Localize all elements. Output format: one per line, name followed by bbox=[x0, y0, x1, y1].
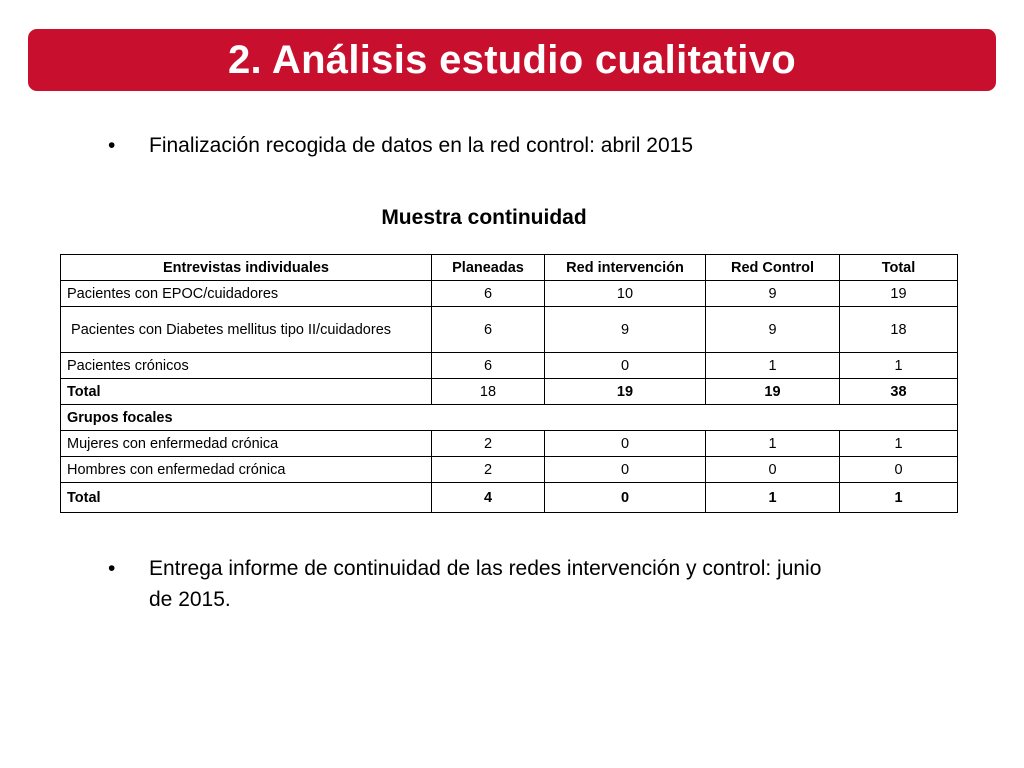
table-caption: Muestra continuidad bbox=[381, 206, 587, 229]
table-total-row bbox=[61, 483, 958, 513]
row-label: Total bbox=[61, 483, 432, 513]
cell-value: 18 bbox=[840, 307, 958, 353]
cell-value: 1 bbox=[706, 483, 840, 513]
row-label: Hombres con enfermedad crónica bbox=[61, 457, 432, 483]
section-header: Grupos focales bbox=[61, 405, 958, 431]
cell-value: 18 bbox=[432, 379, 545, 405]
title-bar bbox=[28, 29, 996, 91]
cell-value: 1 bbox=[840, 483, 958, 513]
column-header: Red Control bbox=[706, 255, 840, 281]
table-row bbox=[61, 457, 958, 483]
cell-value: 9 bbox=[545, 307, 706, 353]
cell-value: 2 bbox=[432, 431, 545, 457]
continuity-sample-table bbox=[60, 254, 958, 513]
cell-value: 0 bbox=[840, 457, 958, 483]
cell-value: 0 bbox=[545, 353, 706, 379]
cell-value: 1 bbox=[840, 431, 958, 457]
column-header: Total bbox=[840, 255, 958, 281]
page-title: 2. Análisis estudio cualitativo bbox=[228, 37, 796, 82]
row-label: Pacientes crónicos bbox=[61, 353, 432, 379]
bullet-text: Entrega informe de continuidad de las redes intervención y control: junio de 2015. bbox=[149, 557, 822, 611]
bullet-text: Finalización recogida de datos en la red control: abril 2015 bbox=[149, 134, 694, 157]
row-label: Pacientes con Diabetes mellitus tipo II/cuidadores bbox=[61, 307, 432, 353]
cell-value: 4 bbox=[432, 483, 545, 513]
cell-value: 9 bbox=[706, 307, 840, 353]
column-header: Red intervención bbox=[545, 255, 706, 281]
cell-value: 6 bbox=[432, 307, 545, 353]
cell-value: 0 bbox=[545, 431, 706, 457]
cell-value: 6 bbox=[432, 281, 545, 307]
cell-value: 38 bbox=[840, 379, 958, 405]
table-row bbox=[61, 307, 958, 353]
cell-value: 19 bbox=[706, 379, 840, 405]
table-section-row bbox=[61, 405, 958, 431]
row-label: Pacientes con EPOC/cuidadores bbox=[61, 281, 432, 307]
cell-value: 0 bbox=[545, 457, 706, 483]
cell-value: 0 bbox=[545, 483, 706, 513]
table-row bbox=[61, 431, 958, 457]
column-header: Planeadas bbox=[432, 255, 545, 281]
cell-value: 19 bbox=[840, 281, 958, 307]
row-label: Mujeres con enfermedad crónica bbox=[61, 431, 432, 457]
bullet-dot-icon: • bbox=[108, 134, 116, 157]
cell-value: 1 bbox=[840, 353, 958, 379]
table-row bbox=[61, 281, 958, 307]
cell-value: 0 bbox=[706, 457, 840, 483]
bullet-item bbox=[108, 553, 849, 615]
cell-value: 6 bbox=[432, 353, 545, 379]
cell-value: 19 bbox=[545, 379, 706, 405]
table-header-row bbox=[61, 255, 958, 281]
row-label: Total bbox=[61, 379, 432, 405]
table-total-row bbox=[61, 379, 958, 405]
table-row bbox=[61, 353, 958, 379]
cell-value: 1 bbox=[706, 431, 840, 457]
cell-value: 2 bbox=[432, 457, 545, 483]
cell-value: 10 bbox=[545, 281, 706, 307]
column-header: Entrevistas individuales bbox=[61, 255, 432, 281]
bullet-dot-icon: • bbox=[108, 557, 116, 580]
bullet-item bbox=[108, 130, 849, 161]
cell-value: 1 bbox=[706, 353, 840, 379]
cell-value: 9 bbox=[706, 281, 840, 307]
